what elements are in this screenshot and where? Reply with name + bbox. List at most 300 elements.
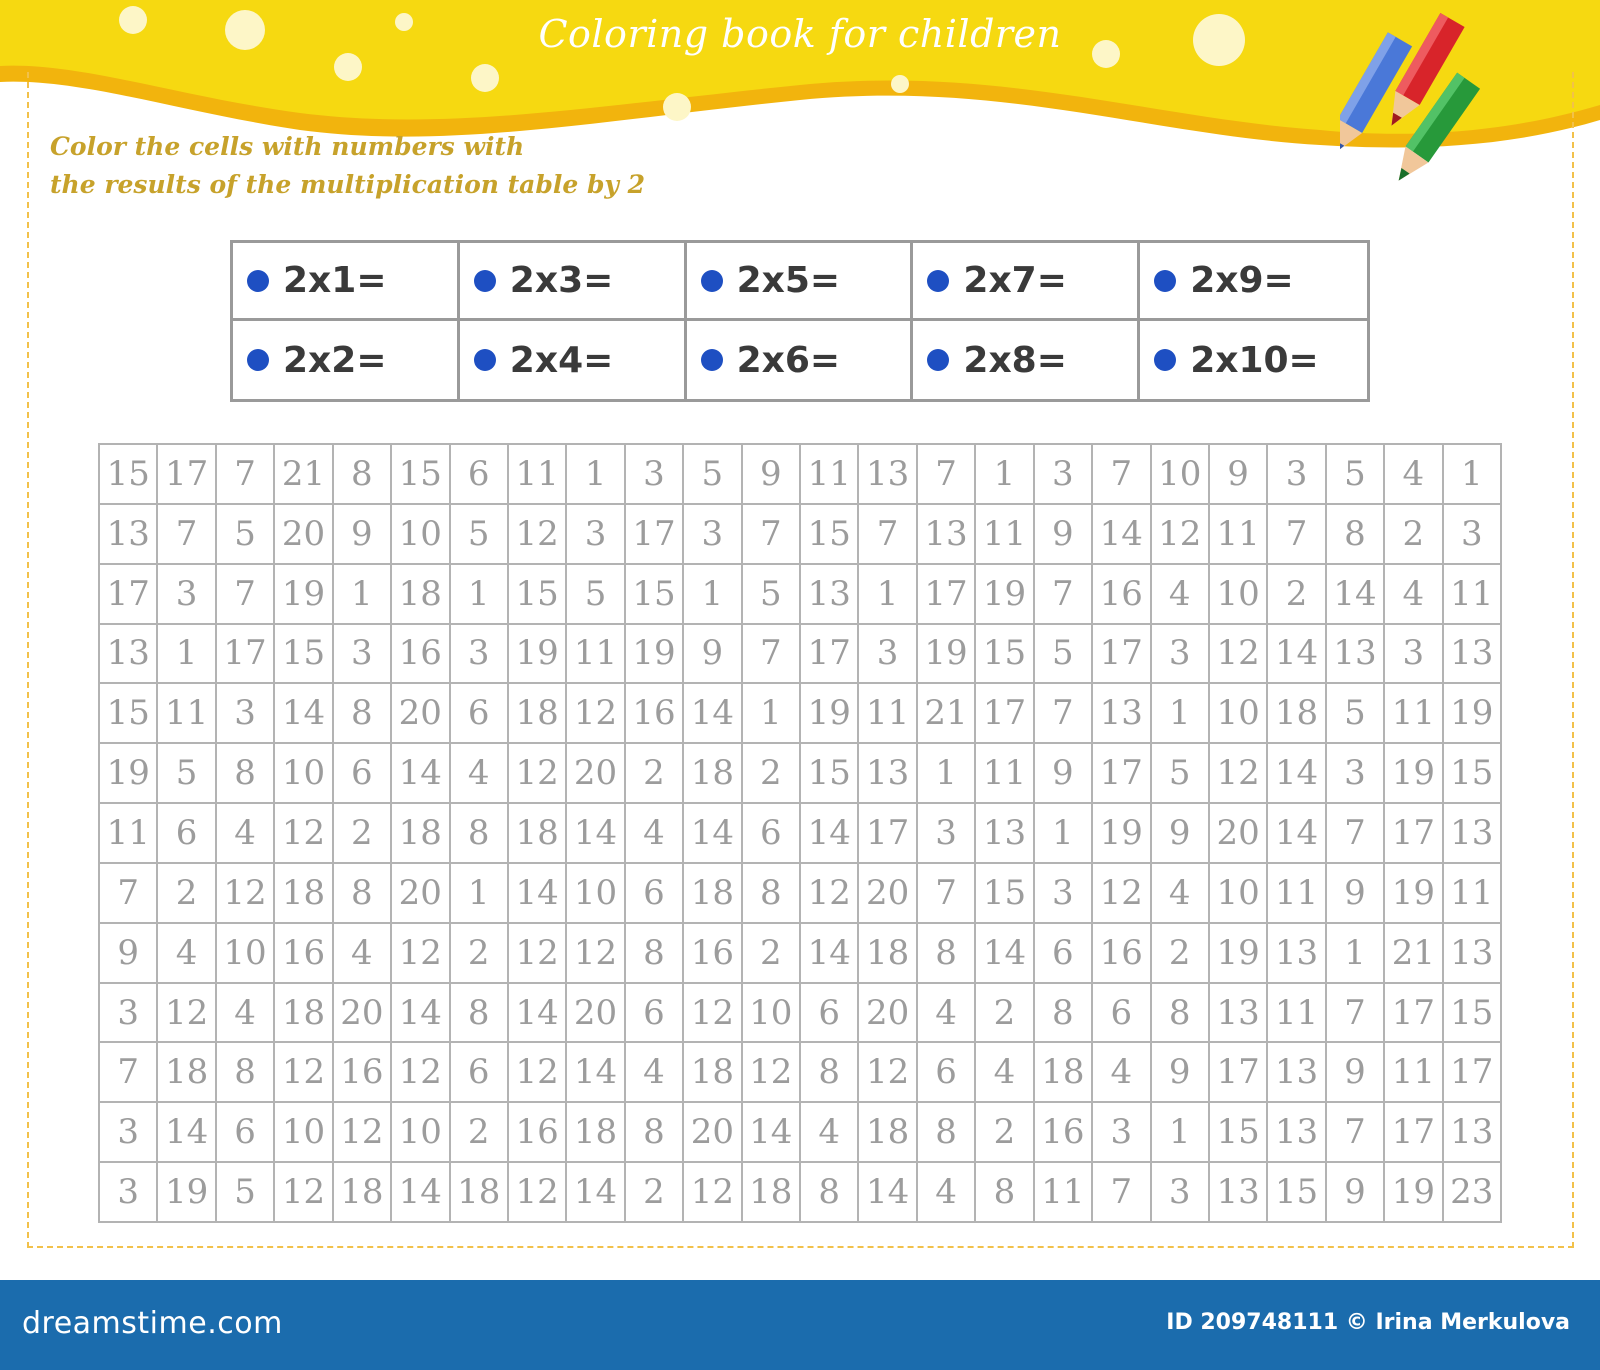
grid-cell[interactable]: 8 xyxy=(801,1163,859,1223)
grid-cell[interactable]: 12 xyxy=(1210,625,1268,685)
grid-cell[interactable]: 11 xyxy=(859,684,917,744)
grid-cell[interactable]: 3 xyxy=(1035,864,1093,924)
grid-cell[interactable]: 12 xyxy=(509,924,567,984)
grid-cell[interactable]: 18 xyxy=(859,1103,917,1163)
grid-cell[interactable]: 11 xyxy=(509,445,567,505)
grid-cell[interactable]: 16 xyxy=(275,924,333,984)
grid-cell[interactable]: 21 xyxy=(275,445,333,505)
grid-cell[interactable]: 19 xyxy=(801,684,859,744)
grid-cell[interactable]: 18 xyxy=(392,565,450,625)
grid-cell[interactable]: 4 xyxy=(1385,445,1443,505)
grid-cell[interactable]: 2 xyxy=(334,804,392,864)
grid-cell[interactable]: 18 xyxy=(1035,1043,1093,1103)
grid-cell[interactable]: 7 xyxy=(1327,804,1385,864)
grid-cell[interactable]: 18 xyxy=(684,1043,742,1103)
grid-cell[interactable]: 17 xyxy=(100,565,158,625)
grid-cell[interactable]: 19 xyxy=(1385,1163,1443,1223)
grid-cell[interactable]: 8 xyxy=(217,744,275,804)
grid-cell[interactable]: 13 xyxy=(1268,924,1326,984)
grid-cell[interactable]: 8 xyxy=(1327,505,1385,565)
grid-cell[interactable]: 1 xyxy=(684,565,742,625)
grid-cell[interactable]: 6 xyxy=(918,1043,976,1103)
grid-cell[interactable]: 8 xyxy=(976,1163,1034,1223)
grid-cell[interactable]: 20 xyxy=(392,864,450,924)
grid-cell[interactable]: 20 xyxy=(392,684,450,744)
grid-cell[interactable]: 20 xyxy=(859,984,917,1044)
grid-cell[interactable]: 18 xyxy=(334,1163,392,1223)
grid-cell[interactable]: 20 xyxy=(334,984,392,1044)
grid-cell[interactable]: 9 xyxy=(1327,864,1385,924)
grid-cell[interactable]: 6 xyxy=(334,744,392,804)
grid-cell[interactable]: 14 xyxy=(392,1163,450,1223)
grid-cell[interactable]: 3 xyxy=(1385,625,1443,685)
grid-cell[interactable]: 6 xyxy=(1035,924,1093,984)
grid-cell[interactable]: 12 xyxy=(217,864,275,924)
grid-cell[interactable]: 18 xyxy=(509,684,567,744)
grid-cell[interactable]: 3 xyxy=(918,804,976,864)
grid-cell[interactable]: 11 xyxy=(1385,1043,1443,1103)
grid-cell[interactable]: 20 xyxy=(275,505,333,565)
grid-cell[interactable]: 13 xyxy=(1444,1103,1502,1163)
grid-cell[interactable]: 1 xyxy=(451,565,509,625)
grid-cell[interactable]: 9 xyxy=(1035,505,1093,565)
grid-cell[interactable]: 7 xyxy=(1268,505,1326,565)
grid-cell[interactable]: 12 xyxy=(275,1163,333,1223)
grid-cell[interactable]: 17 xyxy=(217,625,275,685)
grid-cell[interactable]: 5 xyxy=(567,565,625,625)
grid-cell[interactable]: 12 xyxy=(1210,744,1268,804)
grid-cell[interactable]: 15 xyxy=(626,565,684,625)
grid-cell[interactable]: 6 xyxy=(451,684,509,744)
grid-cell[interactable]: 7 xyxy=(1035,565,1093,625)
grid-cell[interactable]: 9 xyxy=(684,625,742,685)
grid-cell[interactable]: 17 xyxy=(1210,1043,1268,1103)
grid-cell[interactable]: 2 xyxy=(451,1103,509,1163)
grid-cell[interactable]: 4 xyxy=(217,804,275,864)
grid-cell[interactable]: 2 xyxy=(1152,924,1210,984)
grid-cell[interactable]: 4 xyxy=(334,924,392,984)
grid-cell[interactable]: 13 xyxy=(859,744,917,804)
grid-cell[interactable]: 4 xyxy=(976,1043,1034,1103)
grid-cell[interactable]: 6 xyxy=(626,864,684,924)
grid-cell[interactable]: 15 xyxy=(392,445,450,505)
grid-cell[interactable]: 9 xyxy=(100,924,158,984)
grid-cell[interactable]: 9 xyxy=(1152,804,1210,864)
grid-cell[interactable]: 18 xyxy=(743,1163,801,1223)
grid-cell[interactable]: 15 xyxy=(1210,1103,1268,1163)
grid-cell[interactable]: 3 xyxy=(1152,625,1210,685)
grid-cell[interactable]: 15 xyxy=(509,565,567,625)
grid-cell[interactable]: 17 xyxy=(918,565,976,625)
grid-cell[interactable]: 7 xyxy=(1327,984,1385,1044)
grid-cell[interactable]: 8 xyxy=(1035,984,1093,1044)
grid-cell[interactable]: 8 xyxy=(334,684,392,744)
grid-cell[interactable]: 13 xyxy=(1093,684,1151,744)
grid-cell[interactable]: 11 xyxy=(1268,864,1326,924)
grid-cell[interactable]: 20 xyxy=(684,1103,742,1163)
grid-cell[interactable]: 10 xyxy=(392,505,450,565)
grid-cell[interactable]: 7 xyxy=(217,445,275,505)
grid-cell[interactable]: 13 xyxy=(1268,1103,1326,1163)
grid-cell[interactable]: 3 xyxy=(1035,445,1093,505)
grid-cell[interactable]: 3 xyxy=(626,445,684,505)
grid-cell[interactable]: 16 xyxy=(626,684,684,744)
grid-cell[interactable]: 18 xyxy=(567,1103,625,1163)
grid-cell[interactable]: 3 xyxy=(859,625,917,685)
grid-cell[interactable]: 5 xyxy=(1035,625,1093,685)
grid-cell[interactable]: 4 xyxy=(626,804,684,864)
grid-cell[interactable]: 14 xyxy=(158,1103,216,1163)
grid-cell[interactable]: 3 xyxy=(1093,1103,1151,1163)
grid-cell[interactable]: 9 xyxy=(743,445,801,505)
grid-cell[interactable]: 19 xyxy=(1093,804,1151,864)
grid-cell[interactable]: 14 xyxy=(801,924,859,984)
grid-cell[interactable]: 18 xyxy=(684,864,742,924)
grid-cell[interactable]: 12 xyxy=(509,1043,567,1103)
grid-cell[interactable]: 10 xyxy=(1210,684,1268,744)
grid-cell[interactable]: 5 xyxy=(1327,445,1385,505)
grid-cell[interactable]: 7 xyxy=(743,625,801,685)
grid-cell[interactable]: 18 xyxy=(275,984,333,1044)
grid-cell[interactable]: 4 xyxy=(1152,864,1210,924)
grid-cell[interactable]: 7 xyxy=(100,864,158,924)
grid-cell[interactable]: 7 xyxy=(859,505,917,565)
grid-cell[interactable]: 2 xyxy=(1385,505,1443,565)
grid-cell[interactable]: 13 xyxy=(1268,1043,1326,1103)
grid-cell[interactable]: 4 xyxy=(801,1103,859,1163)
grid-cell[interactable]: 11 xyxy=(1268,984,1326,1044)
grid-cell[interactable]: 11 xyxy=(1385,684,1443,744)
grid-cell[interactable]: 2 xyxy=(158,864,216,924)
grid-cell[interactable]: 10 xyxy=(217,924,275,984)
grid-cell[interactable]: 11 xyxy=(567,625,625,685)
grid-cell[interactable]: 1 xyxy=(1035,804,1093,864)
grid-cell[interactable]: 20 xyxy=(1210,804,1268,864)
grid-cell[interactable]: 14 xyxy=(567,1043,625,1103)
grid-cell[interactable]: 13 xyxy=(100,505,158,565)
grid-cell[interactable]: 3 xyxy=(100,984,158,1044)
grid-cell[interactable]: 2 xyxy=(743,924,801,984)
grid-cell[interactable]: 5 xyxy=(684,445,742,505)
grid-cell[interactable]: 17 xyxy=(976,684,1034,744)
grid-cell[interactable]: 15 xyxy=(1444,984,1502,1044)
grid-cell[interactable]: 14 xyxy=(684,804,742,864)
grid-cell[interactable]: 1 xyxy=(743,684,801,744)
grid-cell[interactable]: 11 xyxy=(1035,1163,1093,1223)
grid-cell[interactable]: 2 xyxy=(451,924,509,984)
grid-cell[interactable]: 13 xyxy=(1444,804,1502,864)
grid-cell[interactable]: 9 xyxy=(1035,744,1093,804)
grid-cell[interactable]: 5 xyxy=(217,1163,275,1223)
grid-cell[interactable]: 11 xyxy=(100,804,158,864)
grid-cell[interactable]: 17 xyxy=(1093,744,1151,804)
grid-cell[interactable]: 14 xyxy=(1327,565,1385,625)
grid-cell[interactable]: 2 xyxy=(626,744,684,804)
grid-cell[interactable]: 19 xyxy=(626,625,684,685)
grid-cell[interactable]: 13 xyxy=(1444,924,1502,984)
grid-cell[interactable]: 4 xyxy=(217,984,275,1044)
grid-cell[interactable]: 20 xyxy=(567,984,625,1044)
grid-cell[interactable]: 15 xyxy=(976,625,1034,685)
grid-cell[interactable]: 7 xyxy=(1327,1103,1385,1163)
grid-cell[interactable]: 10 xyxy=(275,744,333,804)
grid-cell[interactable]: 17 xyxy=(1385,804,1443,864)
grid-cell[interactable]: 10 xyxy=(567,864,625,924)
grid-cell[interactable]: 6 xyxy=(158,804,216,864)
grid-cell[interactable]: 1 xyxy=(158,625,216,685)
grid-cell[interactable]: 18 xyxy=(158,1043,216,1103)
grid-cell[interactable]: 5 xyxy=(158,744,216,804)
grid-cell[interactable]: 4 xyxy=(918,984,976,1044)
grid-cell[interactable]: 12 xyxy=(684,1163,742,1223)
grid-cell[interactable]: 4 xyxy=(918,1163,976,1223)
grid-cell[interactable]: 7 xyxy=(100,1043,158,1103)
grid-cell[interactable]: 14 xyxy=(801,804,859,864)
grid-cell[interactable]: 12 xyxy=(392,924,450,984)
grid-cell[interactable]: 21 xyxy=(1385,924,1443,984)
grid-cell[interactable]: 14 xyxy=(1093,505,1151,565)
grid-cell[interactable]: 4 xyxy=(158,924,216,984)
grid-cell[interactable]: 1 xyxy=(451,864,509,924)
grid-cell[interactable]: 8 xyxy=(217,1043,275,1103)
grid-cell[interactable]: 14 xyxy=(1268,744,1326,804)
grid-cell[interactable]: 4 xyxy=(1385,565,1443,625)
grid-cell[interactable]: 13 xyxy=(918,505,976,565)
grid-cell[interactable]: 6 xyxy=(743,804,801,864)
grid-cell[interactable]: 12 xyxy=(567,924,625,984)
grid-cell[interactable]: 12 xyxy=(509,505,567,565)
grid-cell[interactable]: 7 xyxy=(918,864,976,924)
grid-cell[interactable]: 1 xyxy=(1327,924,1385,984)
grid-cell[interactable]: 14 xyxy=(275,684,333,744)
grid-cell[interactable]: 19 xyxy=(1210,924,1268,984)
grid-cell[interactable]: 1 xyxy=(567,445,625,505)
grid-cell[interactable]: 1 xyxy=(859,565,917,625)
grid-cell[interactable]: 12 xyxy=(509,744,567,804)
grid-cell[interactable]: 6 xyxy=(1093,984,1151,1044)
grid-cell[interactable]: 17 xyxy=(1385,1103,1443,1163)
grid-cell[interactable]: 19 xyxy=(1444,684,1502,744)
grid-cell[interactable]: 14 xyxy=(1268,625,1326,685)
grid-cell[interactable]: 14 xyxy=(509,984,567,1044)
grid-cell[interactable]: 10 xyxy=(743,984,801,1044)
grid-cell[interactable]: 12 xyxy=(859,1043,917,1103)
grid-cell[interactable]: 13 xyxy=(1210,1163,1268,1223)
grid-cell[interactable]: 14 xyxy=(743,1103,801,1163)
grid-cell[interactable]: 1 xyxy=(918,744,976,804)
grid-cell[interactable]: 13 xyxy=(1327,625,1385,685)
grid-cell[interactable]: 16 xyxy=(684,924,742,984)
grid-cell[interactable]: 8 xyxy=(626,924,684,984)
grid-cell[interactable]: 3 xyxy=(567,505,625,565)
grid-cell[interactable]: 7 xyxy=(1093,1163,1151,1223)
grid-cell[interactable]: 8 xyxy=(334,864,392,924)
grid-cell[interactable]: 14 xyxy=(976,924,1034,984)
grid-cell[interactable]: 4 xyxy=(1093,1043,1151,1103)
grid-cell[interactable]: 18 xyxy=(684,744,742,804)
grid-cell[interactable]: 19 xyxy=(918,625,976,685)
grid-cell[interactable]: 10 xyxy=(1210,565,1268,625)
grid-cell[interactable]: 15 xyxy=(275,625,333,685)
grid-cell[interactable]: 15 xyxy=(801,744,859,804)
grid-cell[interactable]: 12 xyxy=(509,1163,567,1223)
grid-cell[interactable]: 16 xyxy=(1093,565,1151,625)
grid-cell[interactable]: 7 xyxy=(158,505,216,565)
grid-cell[interactable]: 6 xyxy=(626,984,684,1044)
grid-cell[interactable]: 3 xyxy=(1327,744,1385,804)
grid-cell[interactable]: 19 xyxy=(100,744,158,804)
grid-cell[interactable]: 13 xyxy=(859,445,917,505)
grid-cell[interactable]: 12 xyxy=(743,1043,801,1103)
grid-cell[interactable]: 11 xyxy=(158,684,216,744)
grid-cell[interactable]: 14 xyxy=(567,804,625,864)
grid-cell[interactable]: 5 xyxy=(451,505,509,565)
grid-cell[interactable]: 17 xyxy=(859,804,917,864)
grid-cell[interactable]: 12 xyxy=(567,684,625,744)
grid-cell[interactable]: 6 xyxy=(451,1043,509,1103)
grid-cell[interactable]: 3 xyxy=(158,565,216,625)
grid-cell[interactable]: 12 xyxy=(334,1103,392,1163)
grid-cell[interactable]: 6 xyxy=(801,984,859,1044)
grid-cell[interactable]: 11 xyxy=(1210,505,1268,565)
grid-cell[interactable]: 14 xyxy=(392,744,450,804)
grid-cell[interactable]: 12 xyxy=(801,864,859,924)
grid-cell[interactable]: 12 xyxy=(275,804,333,864)
grid-cell[interactable]: 3 xyxy=(334,625,392,685)
grid-cell[interactable]: 8 xyxy=(918,1103,976,1163)
grid-cell[interactable]: 17 xyxy=(626,505,684,565)
grid-cell[interactable]: 15 xyxy=(100,684,158,744)
grid-cell[interactable]: 13 xyxy=(1444,625,1502,685)
grid-cell[interactable]: 6 xyxy=(217,1103,275,1163)
grid-cell[interactable]: 4 xyxy=(451,744,509,804)
grid-cell[interactable]: 11 xyxy=(976,505,1034,565)
grid-cell[interactable]: 16 xyxy=(1093,924,1151,984)
grid-cell[interactable]: 18 xyxy=(859,924,917,984)
grid-cell[interactable]: 3 xyxy=(451,625,509,685)
grid-cell[interactable]: 8 xyxy=(1152,984,1210,1044)
grid-cell[interactable]: 9 xyxy=(1327,1043,1385,1103)
grid-cell[interactable]: 9 xyxy=(1210,445,1268,505)
grid-cell[interactable]: 12 xyxy=(1152,505,1210,565)
grid-cell[interactable]: 8 xyxy=(451,804,509,864)
grid-cell[interactable]: 21 xyxy=(918,684,976,744)
grid-cell[interactable]: 16 xyxy=(1035,1103,1093,1163)
grid-cell[interactable]: 3 xyxy=(1152,1163,1210,1223)
grid-cell[interactable]: 19 xyxy=(509,625,567,685)
grid-cell[interactable]: 14 xyxy=(684,684,742,744)
grid-cell[interactable]: 1 xyxy=(976,445,1034,505)
grid-cell[interactable]: 12 xyxy=(158,984,216,1044)
grid-cell[interactable]: 19 xyxy=(976,565,1034,625)
grid-cell[interactable]: 17 xyxy=(158,445,216,505)
grid-cell[interactable]: 3 xyxy=(217,684,275,744)
grid-cell[interactable]: 9 xyxy=(334,505,392,565)
grid-cell[interactable]: 19 xyxy=(275,565,333,625)
grid-cell[interactable]: 7 xyxy=(1093,445,1151,505)
grid-cell[interactable]: 12 xyxy=(1093,864,1151,924)
grid-cell[interactable]: 19 xyxy=(1385,744,1443,804)
grid-cell[interactable]: 1 xyxy=(334,565,392,625)
grid-cell[interactable]: 16 xyxy=(509,1103,567,1163)
grid-cell[interactable]: 12 xyxy=(275,1043,333,1103)
grid-cell[interactable]: 12 xyxy=(684,984,742,1044)
grid-cell[interactable]: 17 xyxy=(801,625,859,685)
grid-cell[interactable]: 11 xyxy=(1444,864,1502,924)
grid-cell[interactable]: 15 xyxy=(1444,744,1502,804)
grid-cell[interactable]: 16 xyxy=(392,625,450,685)
grid-cell[interactable]: 10 xyxy=(1210,864,1268,924)
grid-cell[interactable]: 2 xyxy=(1268,565,1326,625)
grid-cell[interactable]: 18 xyxy=(275,864,333,924)
grid-cell[interactable]: 5 xyxy=(1152,744,1210,804)
grid-cell[interactable]: 10 xyxy=(392,1103,450,1163)
grid-cell[interactable]: 23 xyxy=(1444,1163,1502,1223)
grid-cell[interactable]: 18 xyxy=(509,804,567,864)
grid-cell[interactable]: 7 xyxy=(743,505,801,565)
grid-cell[interactable]: 5 xyxy=(1327,684,1385,744)
grid-cell[interactable]: 9 xyxy=(1152,1043,1210,1103)
grid-cell[interactable]: 5 xyxy=(217,505,275,565)
grid-cell[interactable]: 18 xyxy=(1268,684,1326,744)
grid-cell[interactable]: 7 xyxy=(918,445,976,505)
grid-cell[interactable]: 19 xyxy=(158,1163,216,1223)
grid-cell[interactable]: 1 xyxy=(1444,445,1502,505)
grid-cell[interactable]: 11 xyxy=(1444,565,1502,625)
grid-cell[interactable]: 13 xyxy=(976,804,1034,864)
grid-cell[interactable]: 7 xyxy=(1035,684,1093,744)
grid-cell[interactable]: 17 xyxy=(1444,1043,1502,1103)
grid-cell[interactable]: 11 xyxy=(976,744,1034,804)
grid-cell[interactable]: 3 xyxy=(100,1103,158,1163)
grid-cell[interactable]: 5 xyxy=(743,565,801,625)
grid-cell[interactable]: 8 xyxy=(918,924,976,984)
grid-cell[interactable]: 20 xyxy=(859,864,917,924)
grid-cell[interactable]: 12 xyxy=(392,1043,450,1103)
grid-cell[interactable]: 14 xyxy=(567,1163,625,1223)
grid-cell[interactable]: 3 xyxy=(1268,445,1326,505)
grid-cell[interactable]: 8 xyxy=(626,1103,684,1163)
grid-cell[interactable]: 16 xyxy=(334,1043,392,1103)
grid-cell[interactable]: 3 xyxy=(684,505,742,565)
grid-cell[interactable]: 2 xyxy=(743,744,801,804)
grid-cell[interactable]: 8 xyxy=(801,1043,859,1103)
grid-cell[interactable]: 9 xyxy=(1327,1163,1385,1223)
grid-cell[interactable]: 2 xyxy=(626,1163,684,1223)
grid-cell[interactable]: 14 xyxy=(392,984,450,1044)
grid-cell[interactable]: 13 xyxy=(1210,984,1268,1044)
grid-cell[interactable]: 10 xyxy=(1152,445,1210,505)
grid-cell[interactable]: 4 xyxy=(1152,565,1210,625)
grid-cell[interactable]: 8 xyxy=(334,445,392,505)
grid-cell[interactable]: 10 xyxy=(275,1103,333,1163)
grid-cell[interactable]: 18 xyxy=(451,1163,509,1223)
grid-cell[interactable]: 15 xyxy=(1268,1163,1326,1223)
grid-cell[interactable]: 15 xyxy=(801,505,859,565)
grid-cell[interactable]: 8 xyxy=(451,984,509,1044)
grid-cell[interactable]: 8 xyxy=(743,864,801,924)
grid-cell[interactable]: 2 xyxy=(976,1103,1034,1163)
grid-cell[interactable]: 14 xyxy=(859,1163,917,1223)
grid-cell[interactable]: 13 xyxy=(100,625,158,685)
grid-cell[interactable]: 14 xyxy=(509,864,567,924)
grid-cell[interactable]: 17 xyxy=(1385,984,1443,1044)
grid-cell[interactable]: 7 xyxy=(217,565,275,625)
grid-cell[interactable]: 11 xyxy=(801,445,859,505)
grid-cell[interactable]: 1 xyxy=(1152,684,1210,744)
grid-cell[interactable]: 13 xyxy=(801,565,859,625)
grid-cell[interactable]: 15 xyxy=(100,445,158,505)
